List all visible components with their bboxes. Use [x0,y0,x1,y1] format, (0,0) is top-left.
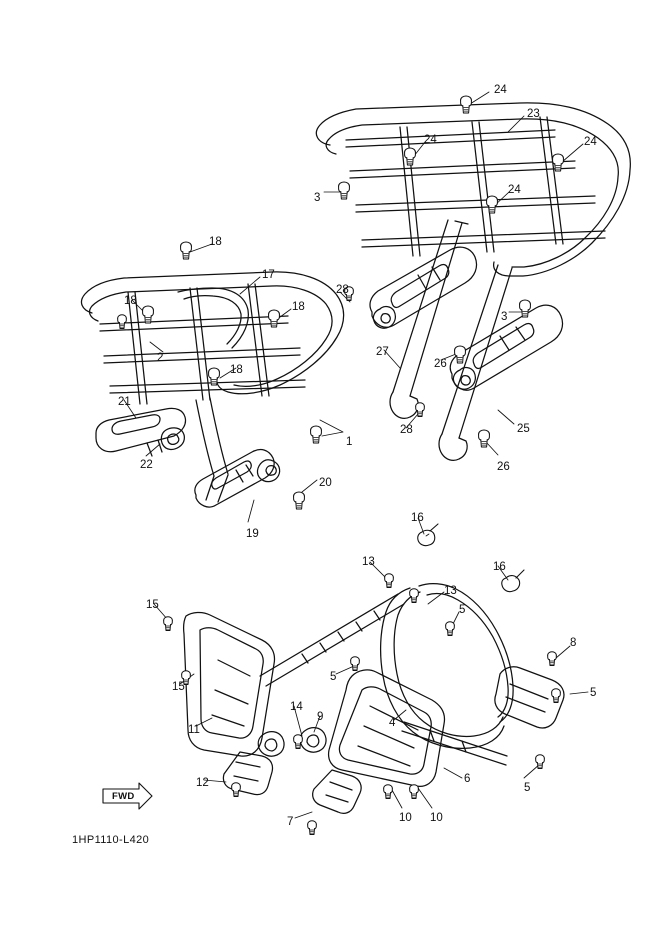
callout-24: 24 [584,136,597,148]
callout-5: 5 [330,671,337,683]
callout-8: 8 [570,637,577,649]
callout-3: 3 [314,192,321,204]
callout-4: 4 [389,717,396,729]
callout-18: 18 [230,364,243,376]
callout-9: 9 [317,711,324,723]
callout-10: 10 [399,812,412,824]
callout-10: 10 [430,812,443,824]
callout-16: 16 [411,512,424,524]
callout-16: 16 [493,561,506,573]
callout-22: 22 [140,459,153,471]
callout-18: 18 [209,236,222,248]
callout-28: 28 [336,284,349,296]
callout-24: 24 [508,184,521,196]
callout-5: 5 [590,687,597,699]
callout-2: 2 [157,352,164,364]
callout-18: 18 [124,295,137,307]
callout-26: 26 [497,461,510,473]
callout-28: 28 [400,424,413,436]
fwd-direction-label: FWD [112,791,135,802]
callout-15: 15 [146,599,159,611]
callout-24: 24 [494,84,507,96]
callout-21: 21 [118,396,131,408]
callout-5: 5 [459,604,466,616]
callout-27: 27 [376,346,389,358]
callout-26: 26 [434,358,447,370]
callout-15: 15 [172,681,185,693]
callout-5: 5 [524,782,531,794]
callout-7: 7 [287,816,294,828]
callout-23: 23 [527,108,540,120]
callout-24: 24 [424,134,437,146]
callout-6: 6 [464,773,471,785]
part-code-label: 1HP1110-L420 [72,834,150,846]
callout-13: 13 [362,556,375,568]
callout-14: 14 [290,701,303,713]
callout-18: 18 [292,301,305,313]
callout-25: 25 [517,423,530,435]
callout-19: 19 [246,528,259,540]
callout-1: 1 [346,436,353,448]
callout-3: 3 [501,311,508,323]
callout-17: 17 [262,269,275,281]
callout-12: 12 [196,777,209,789]
callout-13: 13 [444,585,457,597]
callout-20: 20 [319,477,332,489]
callout-11: 11 [188,724,200,736]
